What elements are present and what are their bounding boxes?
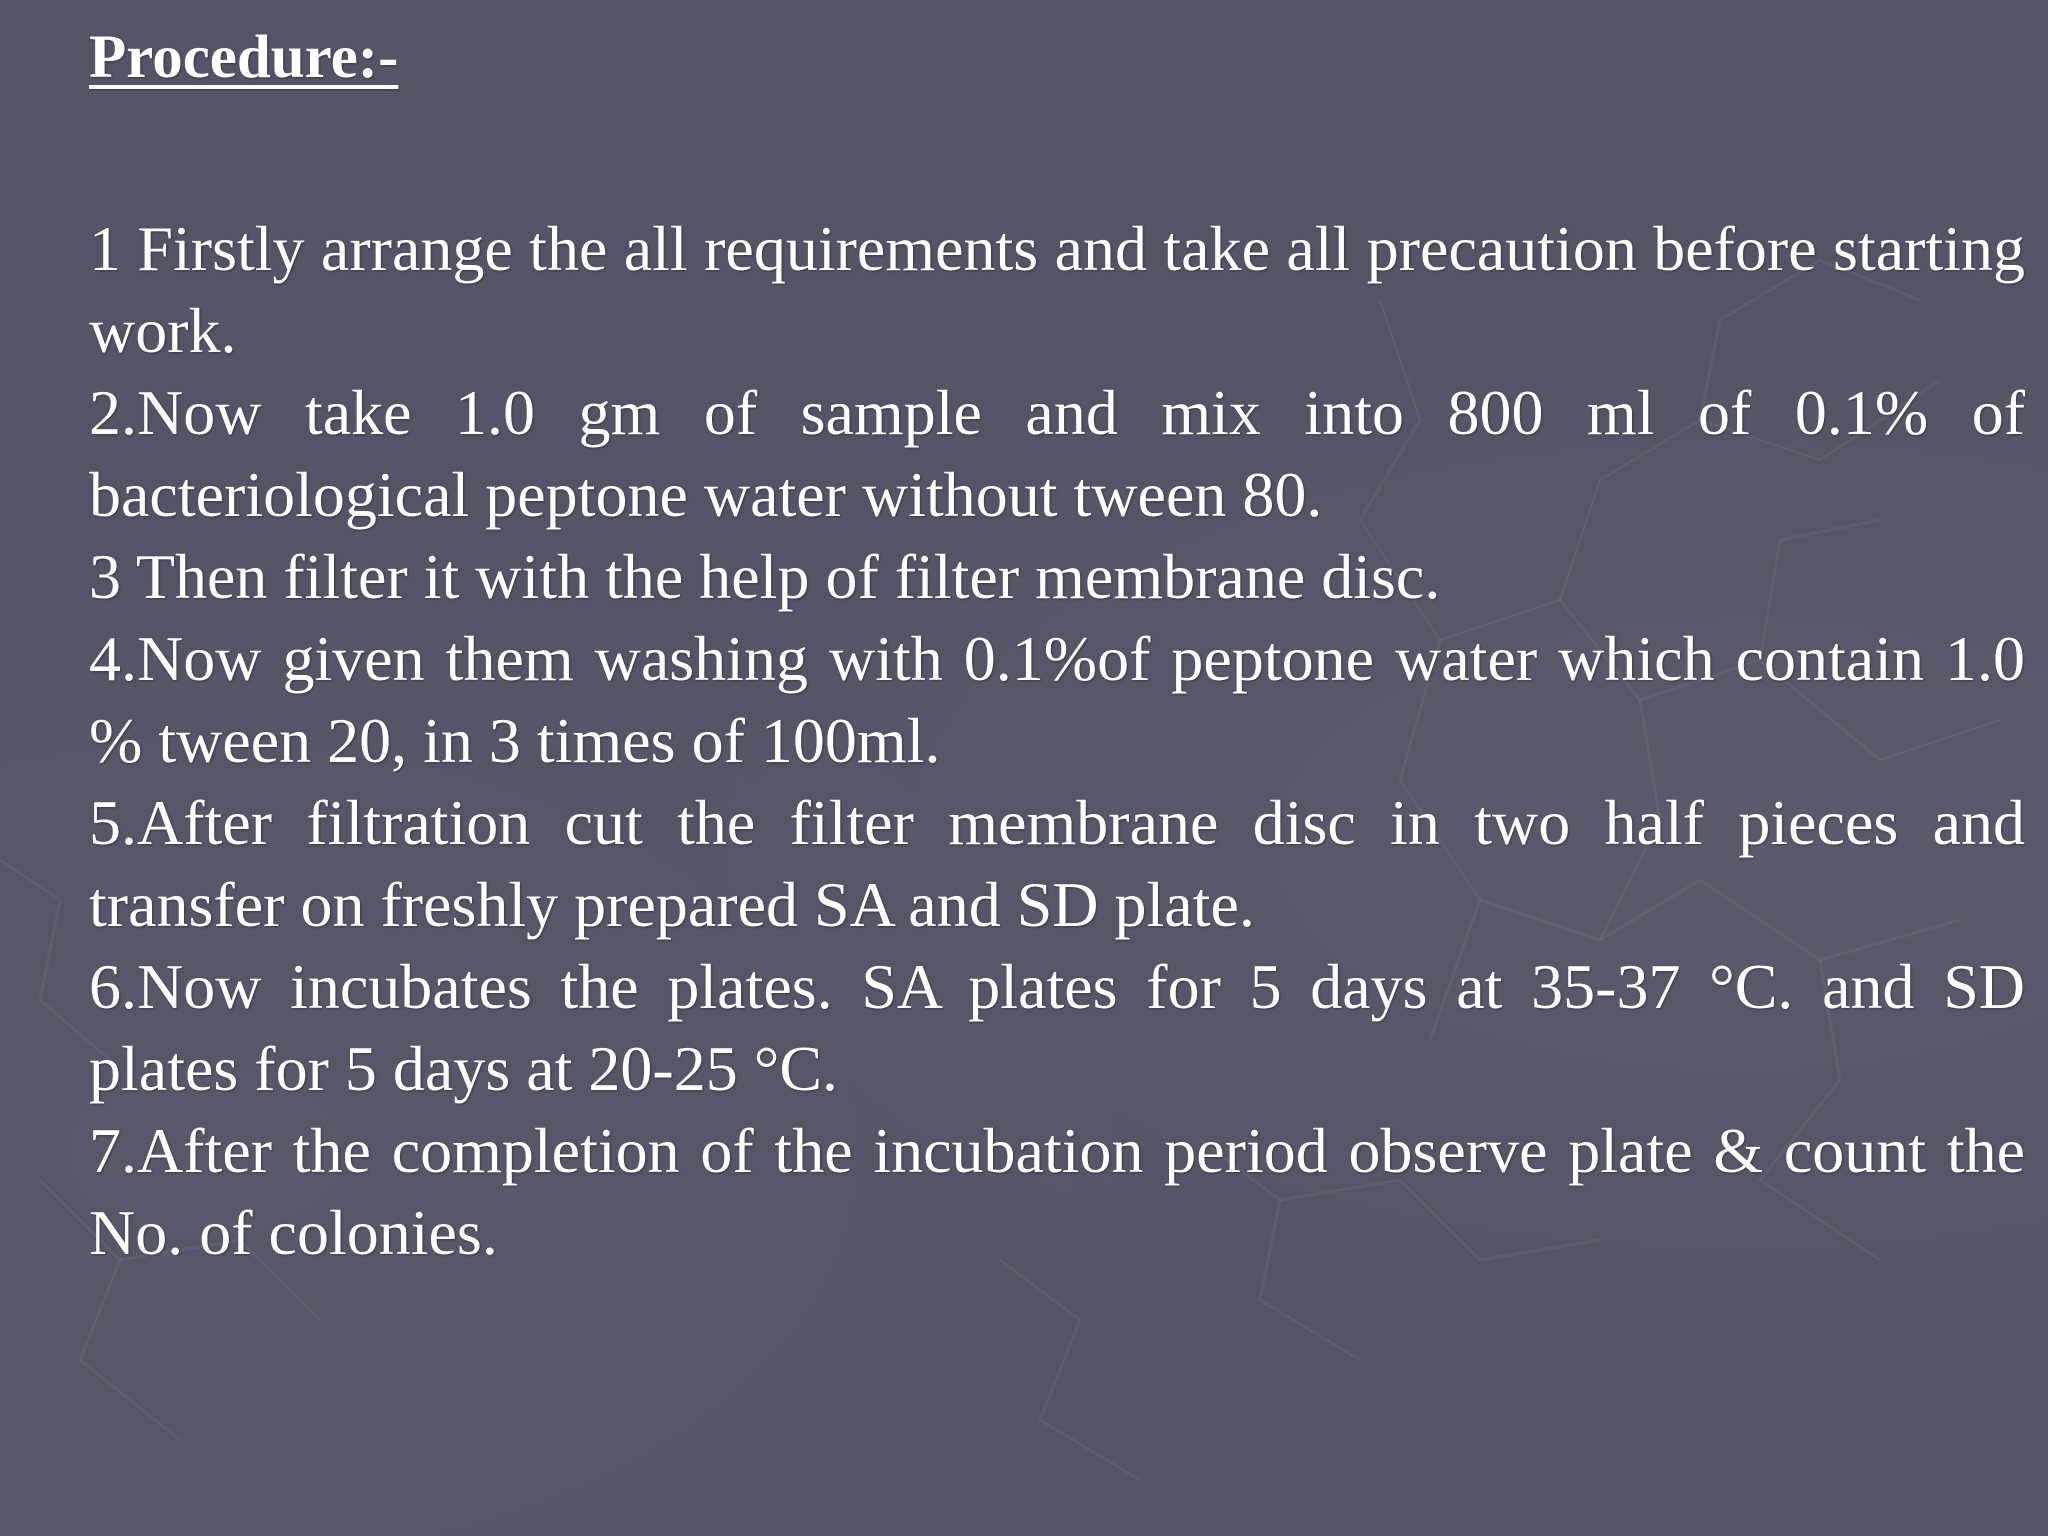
slide-content xyxy=(89,22,2025,1274)
procedure-step-4: 4.Now given them washing with 0.1%of peptone water which contain 1.0 % tween 20, in 3 times of 100ml. xyxy=(89,623,2025,776)
procedure-step-7: 7.After the completion of the incubation period observe plate & count the No. of colonies. xyxy=(89,1115,2025,1268)
procedure-step-3: 3 Then filter it with the help of filter membrane disc. xyxy=(89,541,1441,612)
procedure-step-1: 1 Firstly arrange the all requirements and take all precaution before starting work. xyxy=(89,213,2025,366)
procedure-steps xyxy=(89,208,2025,1274)
procedure-step-2: 2.Now take 1.0 gm of sample and mix into 800 ml of 0.1% of bacteriological peptone water without tween 80. xyxy=(89,377,2025,530)
procedure-step-6: 6.Now incubates the plates. SA plates for 5 days at 35-37 °C. and SD plates for 5 days at 20-25 °C. xyxy=(89,951,2025,1104)
slide-title: Procedure:- xyxy=(89,24,399,91)
procedure-step-5: 5.After filtration cut the filter membrane disc in two half pieces and transfer on freshly prepared SA and SD plate. xyxy=(89,787,2025,940)
